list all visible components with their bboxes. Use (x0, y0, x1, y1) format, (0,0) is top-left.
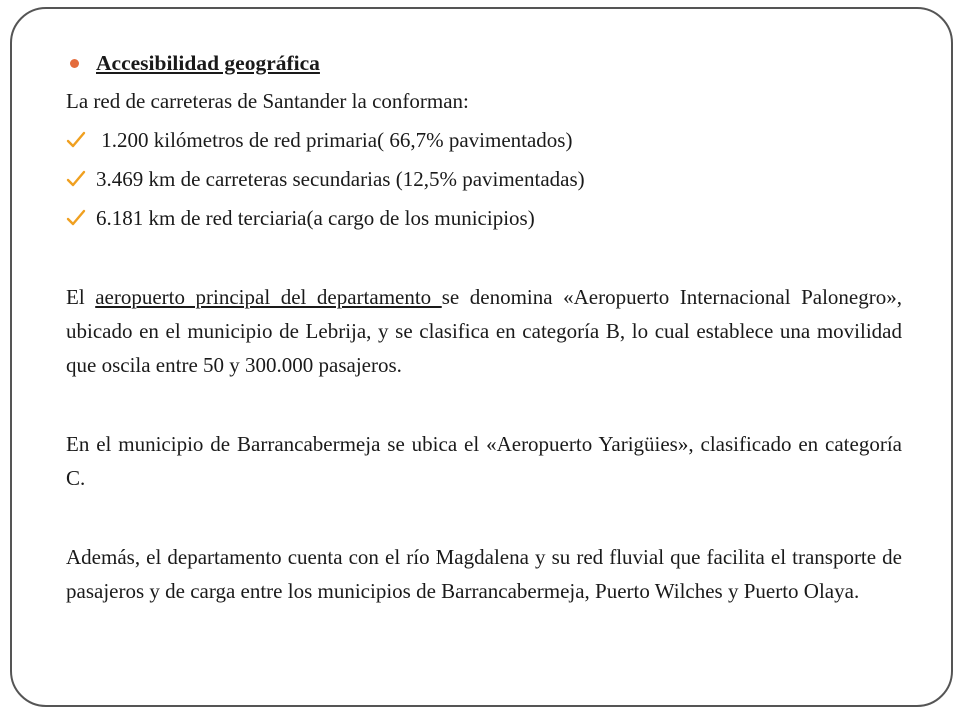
bullet-dot-icon (70, 59, 79, 68)
heading-row (70, 46, 902, 80)
airport-paragraph (66, 280, 902, 382)
airport-underlined-text: aeropuerto principal del departamento (95, 285, 442, 309)
checkmark-icon (66, 130, 90, 150)
checklist-item (66, 123, 902, 157)
river-paragraph: Además, el departamento cuenta con el río Magdalena y su red fluvial que facilita el transporte de pasajeros y de carga entre los municipios de Barrancabermeja, Puerto Wilches y Puerto Olaya. (66, 545, 902, 603)
checklist-item (66, 162, 902, 196)
yariguies-paragraph: En el municipio de Barrancabermeja se ubica el «Aeropuerto Yarigüies», clasificado en categoría C. (66, 432, 902, 490)
airport-paragraph-prefix: El (66, 285, 96, 309)
checklist-item-text: 3.469 km de carreteras secundarias (12,5% pavimentadas) (96, 167, 585, 191)
checklist-item-text: 1.200 kilómetros de red primaria( 66,7% pavimentados) (96, 128, 573, 152)
intro-text: La red de carreteras de Santander la conforman: (66, 89, 469, 113)
airport-paragraph-suffix: se denomina «Aeropuerto Internacional Palonegro», ubicado en el municipio de Lebrija, y se clasifica en categoría B, lo cual establece una movilidad que oscila entre 50 y 300.000 pasajeros. (66, 285, 902, 377)
slide-heading: Accesibilidad geográfica (96, 51, 320, 75)
checkmark-icon (66, 169, 90, 189)
slide-content (66, 46, 902, 608)
checklist-item-text: 6.181 km de red terciaria(a cargo de los municipios) (96, 206, 535, 230)
checklist-item (66, 201, 902, 235)
checkmark-icon (66, 208, 90, 228)
